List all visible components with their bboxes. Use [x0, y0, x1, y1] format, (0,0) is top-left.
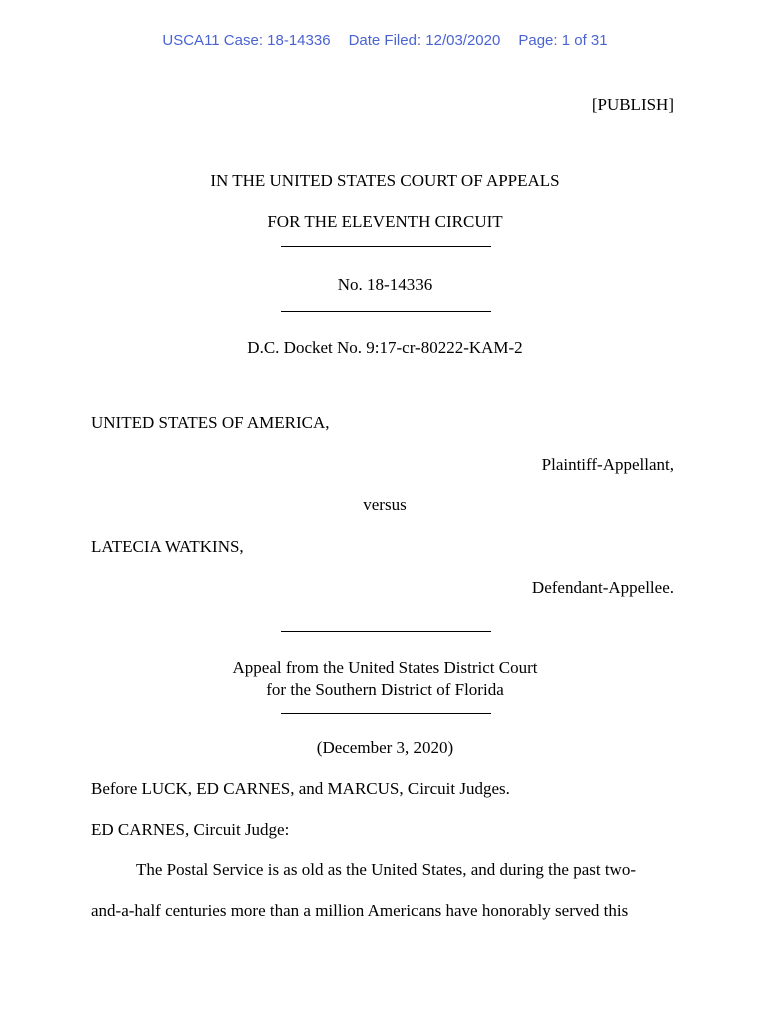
- defendant-name: LATECIA WATKINS,: [91, 537, 244, 556]
- case-number-stamp: USCA11 Case: 18-14336: [162, 32, 331, 49]
- plaintiff-name: UNITED STATES OF AMERICA,: [91, 413, 330, 432]
- decision-date: (December 3, 2020): [316, 738, 454, 757]
- docket-number: D.C. Docket No. 9:17-cr-80222-KAM-2: [247, 338, 523, 357]
- panel-judges: Before LUCK, ED CARNES, and MARCUS, Circuit Judges.: [91, 779, 510, 798]
- appeal-line-2: for the Southern District of Florida: [266, 680, 504, 699]
- court-name: IN THE UNITED STATES COURT OF APPEALS: [210, 171, 560, 190]
- case-number: No. 18-14336: [337, 275, 433, 294]
- date-filed-stamp: Date Filed: 12/03/2020: [348, 32, 501, 49]
- defendant-role: Defendant-Appellee.: [531, 578, 674, 597]
- publish-label: [PUBLISH]: [591, 95, 674, 114]
- opinion-author: ED CARNES, Circuit Judge:: [91, 820, 290, 839]
- circuit-name: FOR THE ELEVENTH CIRCUIT: [267, 212, 503, 231]
- versus-label: versus: [363, 495, 407, 514]
- divider-rule: [281, 631, 491, 632]
- opinion-body-line-2: and-a-half centuries more than a million Americans have honorably served this: [91, 901, 629, 920]
- page-count-stamp: Page: 1 of 31: [518, 32, 608, 49]
- plaintiff-role: Plaintiff-Appellant,: [541, 455, 674, 474]
- filing-header-stamp: [0, 32, 770, 49]
- divider-rule: [281, 713, 491, 714]
- appeal-line-1: Appeal from the United States District Court: [232, 658, 538, 677]
- divider-rule: [281, 246, 491, 247]
- divider-rule: [281, 311, 491, 312]
- opinion-body-line-1: The Postal Service is as old as the United States, and during the past two-: [136, 860, 636, 879]
